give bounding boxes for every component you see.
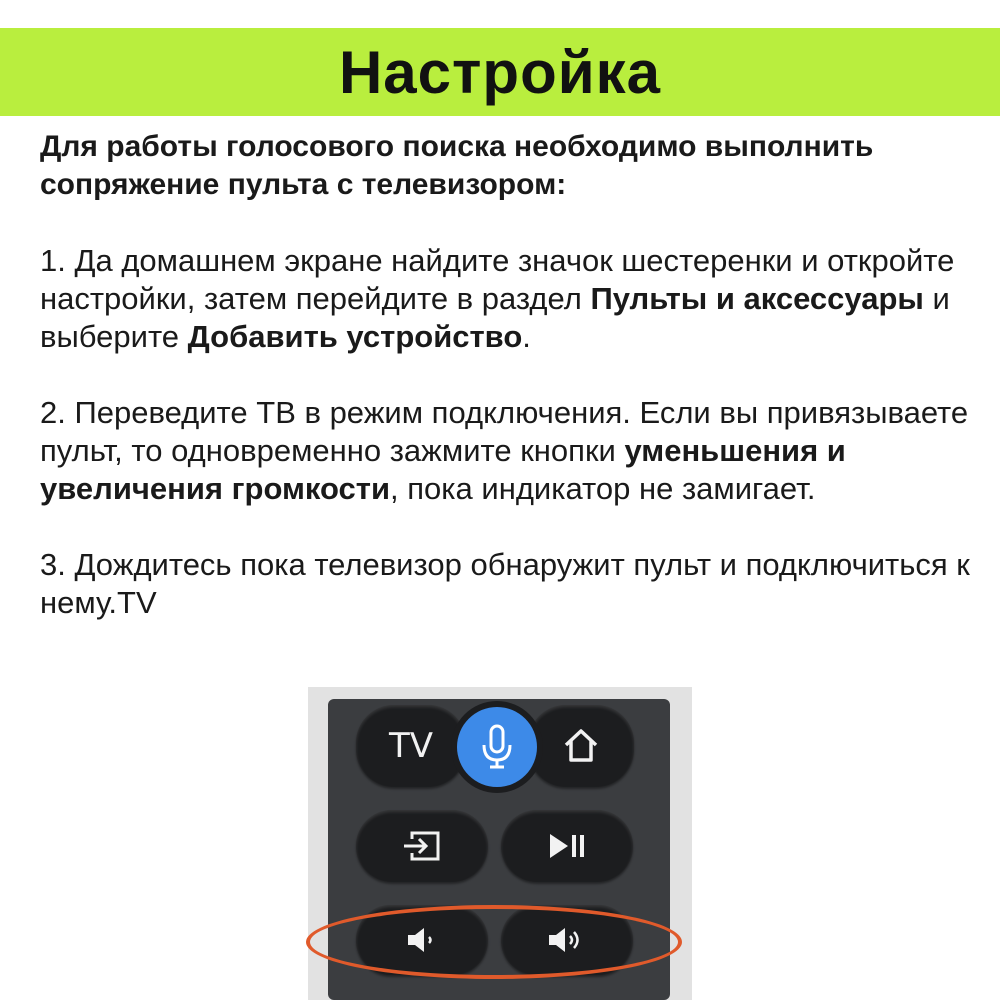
play-pause-icon [546,831,588,861]
step-2: 2. Переведите ТВ в режим подключения. Если вы привязываете пульт, то одновременно зажмите кнопки уменьшения и увеличения громкости, пока индикатор не замигает. [40,395,969,506]
input-icon [402,829,442,863]
home-icon [561,727,601,765]
page-title: Настройка [338,38,662,106]
input-button [356,810,488,882]
home-button [528,705,634,787]
tv-button: TV [356,705,466,787]
microphone-icon [480,724,514,770]
step-3: 3. Дождитесь пока телевизор обнаружит пульт и подключиться к нему.TV [40,547,970,620]
header-bar [0,28,1000,116]
instructions [40,128,970,660]
step-1: 1. Да домашнем экране найдите значок шестеренки и откройте настройки, затем перейдите в раздел Пульты и аксессуары и выберите Добавить устройство. [40,243,955,354]
intro-text: Для работы голосового поиска необходимо выполнить сопряжение пульта с телевизором: [40,130,874,201]
volume-highlight-ring [306,905,682,979]
mic-button [457,707,537,787]
play-pause-button [501,810,633,882]
